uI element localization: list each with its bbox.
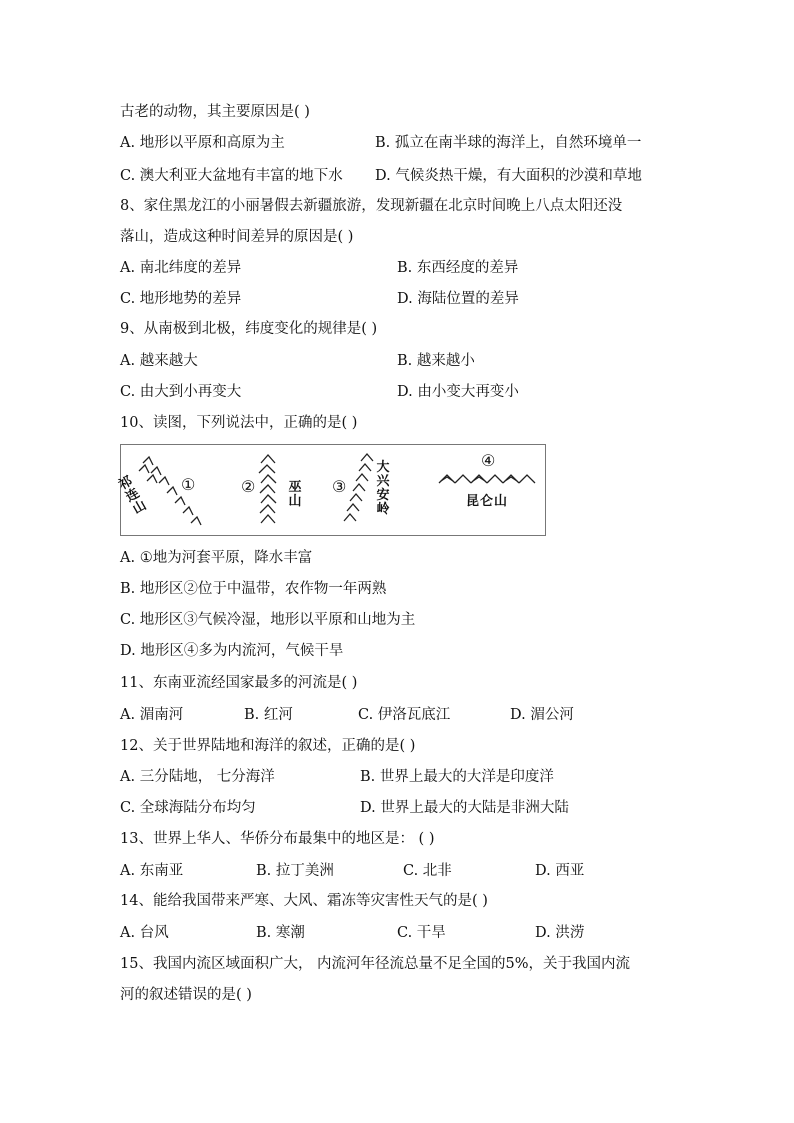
q7-stem: 古老的动物，其主要原因是( ) — [120, 104, 310, 120]
label-kunlun: 昆仑山 — [466, 494, 509, 509]
q11-option-c: C. 伊洛瓦底江 — [358, 707, 451, 723]
q8-option-c: C. 地形地势的差异 — [120, 291, 242, 307]
q11-option-a: A. 湄南河 — [120, 707, 184, 723]
q7-option-d: D. 气候炎热干燥，有大面积的沙漠和草地 — [375, 168, 642, 184]
q11-stem: 11、东南亚流经国家最多的河流是( ) — [120, 675, 358, 691]
q13-stem: 13、世界上华人、华侨分布最集中的地区是： ( ) — [120, 831, 435, 847]
q8-option-a: A. 南北纬度的差异 — [120, 260, 242, 276]
q10-stem: 10、读图，下列说法中，正确的是( ) — [120, 415, 358, 431]
marker-3: ③ — [332, 477, 347, 496]
q12-option-c: C. 全球海陆分布均匀 — [120, 800, 256, 816]
mountain-range-3-icon — [344, 454, 373, 521]
q14-option-d: D. 洪涝 — [535, 925, 585, 941]
q10-option-d: D. 地形区④多为内流河，气候干旱 — [120, 643, 344, 659]
q7-option-b: B. 孤立在南半球的海洋上，自然环境单一 — [375, 135, 642, 151]
q13-option-a: A. 东南亚 — [120, 863, 184, 879]
q12-option-a: A. 三分陆地， 七分海洋 — [120, 769, 275, 785]
q13-option-d: D. 西亚 — [535, 863, 585, 879]
marker-1: ① — [181, 475, 196, 494]
q15-stem-line1: 15、我国内流区域面积广大， 内流河年径流总量不足全国的5%，关于我国内流 — [120, 956, 631, 972]
marker-4: ④ — [481, 451, 496, 470]
label-wushan: 巫山 — [288, 480, 302, 509]
q8-stem-line2: 落山，造成这种时间差异的原因是( ) — [120, 229, 354, 245]
q14-stem: 14、能给我国带来严寒、大风、霜冻等灾害性天气的是( ) — [120, 893, 488, 909]
q14-option-c: C. 干旱 — [397, 925, 446, 941]
q9-option-c: C. 由大到小再变大 — [120, 384, 242, 400]
q11-option-d: D. 湄公河 — [510, 707, 574, 723]
q12-stem: 12、关于世界陆地和海洋的叙述，正确的是( ) — [120, 738, 416, 754]
mountain-range-4-icon — [439, 475, 535, 483]
q8-stem-line1: 8、家住黑龙江的小丽暑假去新疆旅游，发现新疆在北京时间晚上八点太阳还没 — [120, 198, 623, 214]
q13-option-b: B. 拉丁美洲 — [256, 863, 334, 879]
q7-option-a: A. 地形以平原和高原为主 — [120, 135, 285, 151]
mountain-range-2-icon — [259, 455, 276, 523]
q12-option-b: B. 世界上最大的大洋是印度洋 — [360, 769, 554, 785]
q9-option-d: D. 由小变大再变小 — [397, 384, 519, 400]
q13-option-c: C. 北非 — [403, 863, 452, 879]
q11-option-b: B. 红河 — [244, 707, 293, 723]
q9-option-a: A. 越来越大 — [120, 353, 198, 369]
q9-option-b: B. 越来越小 — [397, 353, 475, 369]
q12-option-d: D. 世界上最大的大陆是非洲大陆 — [360, 800, 569, 816]
q10-option-c: C. 地形区③气候冷湿，地形以平原和山地为主 — [120, 612, 416, 628]
marker-2: ② — [241, 477, 256, 496]
q8-option-d: D. 海陆位置的差异 — [397, 291, 519, 307]
q7-option-c: C. 澳大利亚大盆地有丰富的地下水 — [120, 168, 343, 184]
q14-option-b: B. 寒潮 — [256, 925, 305, 941]
label-daxinganling: 大兴安岭 — [376, 460, 390, 517]
q10-option-a: A. ①地为河套平原，降水丰富 — [120, 550, 313, 566]
q15-stem-line2: 河的叙述错误的是( ) — [120, 987, 252, 1003]
q14-option-a: A. 台风 — [120, 925, 169, 941]
q8-option-b: B. 东西经度的差异 — [397, 260, 519, 276]
label-qilian: 祁连山 — [116, 473, 150, 518]
q10-option-b: B. 地形区②位于中温带，农作物一年两熟 — [120, 581, 387, 597]
mountain-figure — [116, 444, 546, 536]
q9-stem: 9、从南极到北极，纬度变化的规律是( ) — [120, 321, 378, 337]
